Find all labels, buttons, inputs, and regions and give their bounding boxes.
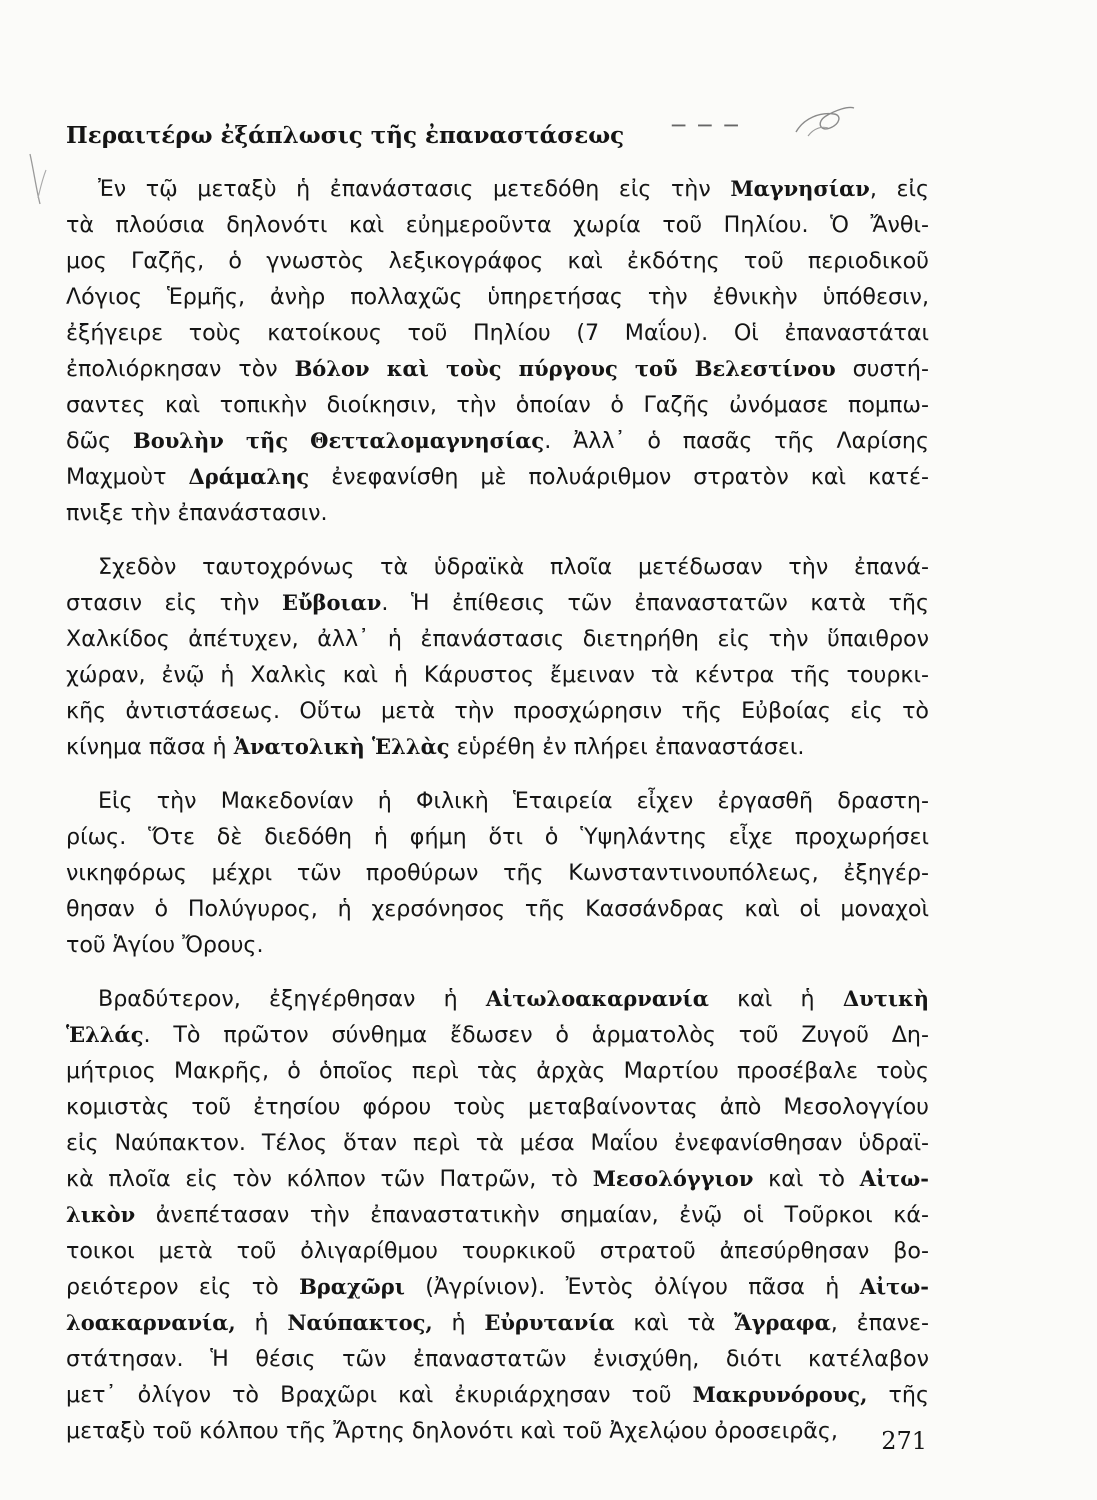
text-line bbox=[66, 549, 929, 585]
text-line bbox=[66, 207, 929, 243]
bold-term: Μαγνησίαν bbox=[730, 176, 870, 201]
margin-pencil-mark bbox=[26, 150, 50, 210]
bold-term: Ἀνατολικὴ Ἑλλὰς bbox=[233, 734, 450, 759]
text-run: τοικοι μετὰ τοῦ ὀλιγαρίθμου τουρκικοῦ στρατοῦ ἀπεσύρθησαν βο- bbox=[66, 1238, 929, 1264]
text-line bbox=[66, 693, 929, 729]
text-line bbox=[66, 1233, 929, 1269]
paragraph-gap bbox=[66, 765, 929, 783]
bold-term: Ναύπακτος, bbox=[287, 1310, 433, 1335]
text-line bbox=[66, 459, 929, 495]
page-number: 271 bbox=[881, 1427, 927, 1455]
bold-term: Μακρυνόρους, bbox=[692, 1382, 868, 1407]
text-run: μος Γαζῆς, ὁ γνωστὸς λεξικογράφος καὶ ἐκδότης τοῦ περιοδικοῦ bbox=[66, 248, 929, 274]
text-run: κῆς ἀντιστάσεως. Οὕτω μετὰ τὴν προσχώρησιν τῆς Εὐβοίας εἰς τὸ bbox=[66, 698, 929, 724]
bold-term: Δυτικὴ bbox=[842, 986, 930, 1011]
pencil-annotation-mark bbox=[790, 98, 860, 142]
text-run: τῆς bbox=[867, 1382, 929, 1408]
text-run: ἡ bbox=[235, 1310, 288, 1336]
text-run: τὰ πλούσια δηλονότι καὶ εὐημεροῦντα χωρία τοῦ Πηλίου. Ὁ Ἄνθι- bbox=[66, 212, 929, 238]
paragraph-gap bbox=[66, 531, 929, 549]
bold-term: Μεσολόγγιον bbox=[592, 1166, 754, 1191]
text-run: ἐπολιόρκησαν τὸν bbox=[66, 356, 295, 382]
text-line bbox=[66, 1377, 929, 1413]
text-line bbox=[66, 1197, 929, 1233]
text-run: ἡ bbox=[432, 1310, 485, 1336]
text-line bbox=[66, 243, 929, 279]
text-run: στασιν εἰς τὴν bbox=[66, 590, 282, 616]
text-line bbox=[66, 1089, 929, 1125]
text-line bbox=[66, 981, 929, 1017]
bold-term: Εὐρυτανία bbox=[484, 1310, 615, 1335]
paragraph bbox=[66, 783, 929, 963]
text-line bbox=[66, 1269, 929, 1305]
text-run: πνιξε τὴν ἐπανάστασιν. bbox=[66, 500, 328, 526]
body-text bbox=[66, 171, 929, 1449]
bold-term: Αἰτω- bbox=[859, 1274, 929, 1299]
text-line bbox=[66, 1125, 929, 1161]
bold-term: λοακαρνανία, bbox=[66, 1310, 236, 1335]
text-line bbox=[66, 729, 929, 765]
text-run: συστή- bbox=[835, 356, 929, 382]
text-line bbox=[66, 1053, 929, 1089]
text-run: ἐνεφανίσθη μὲ πολυάριθμον στρατὸν καὶ κατέ- bbox=[309, 464, 929, 490]
text-run: στάτησαν. Ἡ θέσις τῶν ἐπαναστατῶν ἐνισχύθη, διότι κατέλαβον bbox=[66, 1346, 929, 1372]
text-run: Λόγιος Ἑρμῆς, ἀνὴρ πολλαχῶς ὑπηρετήσας τὴν ἐθνικὴν ὑπόθεσιν, bbox=[66, 284, 929, 310]
text-run: Σχεδὸν ταυτοχρόνως τὰ ὑδραϊκὰ πλοῖα μετέδωσαν τὴν ἐπανά- bbox=[98, 554, 929, 580]
bold-term: Βόλον καὶ τοὺς πύργους τοῦ Βελεστίνου bbox=[294, 356, 836, 381]
text-line bbox=[66, 585, 929, 621]
text-run: κομιστὰς τοῦ ἐτησίου φόρου τοὺς μεταβαίνοντας ἀπὸ Μεσολογγίου bbox=[66, 1094, 929, 1120]
text-line bbox=[66, 315, 929, 351]
text-run: καὶ τὰ bbox=[614, 1310, 735, 1336]
text-run: Εἰς τὴν Μακεδονίαν ἡ Φιλικὴ Ἑταιρεία εἶχεν ἐργασθῆ δραστη- bbox=[98, 788, 929, 814]
paragraph bbox=[66, 171, 929, 531]
text-run: μετ᾽ ὀλίγον τὸ Βραχῶρι καὶ ἐκυριάρχησαν τοῦ bbox=[66, 1382, 693, 1408]
section-heading: Περαιτέρω ἐξάπλωσις τῆς ἐπαναστάσεως bbox=[66, 122, 625, 149]
text-line bbox=[66, 891, 929, 927]
text-run: (Ἀγρίνιον). Ἐντὸς ὀλίγου πᾶσα ἡ bbox=[404, 1274, 860, 1300]
text-line bbox=[66, 783, 929, 819]
bold-term: Βραχῶρι bbox=[299, 1274, 405, 1299]
text-line bbox=[66, 1305, 929, 1341]
text-run: δῶς bbox=[66, 428, 133, 454]
text-run: θησαν ὁ Πολύγυρος, ἡ χερσόνησος τῆς Κασσάνδρας καὶ οἱ μοναχοὶ bbox=[66, 896, 929, 922]
bold-term: Δράμαλης bbox=[188, 464, 310, 489]
text-run: σαντες καὶ τοπικὴν διοίκησιν, τὴν ὁποίαν ὁ Γαζῆς ὠνόμασε πομπω- bbox=[66, 392, 929, 418]
bold-term: Βουλὴν τῆς Θετταλομαγνησίας bbox=[132, 428, 545, 453]
text-run: χώραν, ἐνῷ ἡ Χαλκὶς καὶ ἡ Κάρυστος ἔμειναν τὰ κέντρα τῆς τουρκι- bbox=[66, 662, 929, 688]
text-run: καὶ τὸ bbox=[753, 1166, 860, 1192]
text-line bbox=[66, 279, 929, 315]
text-line bbox=[66, 1161, 929, 1197]
text-run: Βραδύτερον, ἐξηγέρθησαν ἡ bbox=[98, 986, 486, 1012]
text-line bbox=[66, 657, 929, 693]
text-run: , εἰς bbox=[869, 176, 929, 202]
paragraph bbox=[66, 981, 929, 1449]
text-line bbox=[66, 351, 929, 387]
text-run: εἰς Ναύπακτον. Τέλος ὅταν περὶ τὰ μέσα Μαΐου ἐνεφανίσθησαν ὑδραϊ- bbox=[66, 1130, 929, 1156]
text-line bbox=[66, 1413, 929, 1449]
text-run: Μαχμοὺτ bbox=[66, 464, 189, 490]
text-run: νικηφόρως μέχρι τῶν προθύρων τῆς Κωνσταντινουπόλεως, ἐξηγέρ- bbox=[66, 860, 929, 886]
text-run: ρίως. Ὅτε δὲ διεδόθη ἡ φήμη ὅτι ὁ Ὑψηλάντης εἶχε προχωρήσει bbox=[66, 824, 929, 850]
heading-decoration: ─ ─ ─ bbox=[672, 114, 741, 139]
text-line bbox=[66, 1341, 929, 1377]
bold-term: Αἰτωλοακαρνανία bbox=[485, 986, 709, 1011]
text-run: , ἐπανε- bbox=[830, 1310, 929, 1336]
text-run: μήτριος Μακρῆς, ὁ ὁποῖος περὶ τὰς ἀρχὰς Μαρτίου προσέβαλε τοὺς bbox=[66, 1058, 929, 1084]
text-line bbox=[66, 819, 929, 855]
bold-term: λικὸν bbox=[66, 1202, 136, 1227]
text-line bbox=[66, 621, 929, 657]
bold-term: Ἄγραφα bbox=[734, 1310, 831, 1335]
text-line bbox=[66, 855, 929, 891]
text-run: ἐξήγειρε τοὺς κατοίκους τοῦ Πηλίου (7 Μαΐου). Οἱ ἐπαναστάται bbox=[66, 320, 929, 346]
bold-term: Αἰτω- bbox=[859, 1166, 929, 1191]
bold-term: Ἑλλάς bbox=[66, 1022, 144, 1047]
text-run: τοῦ Ἁγίου Ὄρους. bbox=[66, 932, 264, 958]
text-line bbox=[66, 927, 929, 963]
text-run: Χαλκίδος ἀπέτυχεν, ἀλλ᾽ ἡ ἐπανάστασις διετηρήθη εἰς τὴν ὕπαιθρον bbox=[66, 626, 929, 652]
text-run: . Τὸ πρῶτον σύνθημα ἔδωσεν ὁ ἁρματολὸς τοῦ Ζυγοῦ Δη- bbox=[143, 1022, 929, 1048]
text-line bbox=[66, 171, 929, 207]
text-run: μεταξὺ τοῦ κόλπου τῆς Ἄρτης δηλονότι καὶ τοῦ Ἀχελῴου ὀροσειρᾶς, bbox=[66, 1418, 838, 1444]
text-run: Ἐν τῷ μεταξὺ ἡ ἐπανάστασις μετεδόθη εἰς τὴν bbox=[98, 176, 731, 202]
bold-term: Εὔβοιαν bbox=[281, 590, 382, 615]
text-run: κὰ πλοῖα εἰς τὸν κόλπον τῶν Πατρῶν, τὸ bbox=[66, 1166, 593, 1192]
text-run: κίνημα πᾶσα ἡ bbox=[66, 734, 234, 760]
text-run: ἀνεπέτασαν τὴν ἐπαναστατικὴν σημαίαν, ἐνῷ οἱ Τοῦρκοι κά- bbox=[135, 1202, 929, 1228]
text-run: . Ἀλλ᾽ ὁ πασᾶς τῆς Λαρίσης bbox=[544, 428, 930, 454]
paragraph bbox=[66, 549, 929, 765]
paragraph-gap bbox=[66, 963, 929, 981]
text-line bbox=[66, 495, 929, 531]
text-line bbox=[66, 423, 929, 459]
text-run: ρειότερον εἰς τὸ bbox=[66, 1274, 300, 1300]
text-line bbox=[66, 387, 929, 423]
text-line bbox=[66, 1017, 929, 1053]
text-run: καὶ ἡ bbox=[708, 986, 843, 1012]
text-run: εὑρέθη ἐν πλήρει ἐπαναστάσει. bbox=[449, 734, 805, 760]
text-run: . Ἡ ἐπίθεσις τῶν ἐπαναστατῶν κατὰ τῆς bbox=[381, 590, 929, 616]
